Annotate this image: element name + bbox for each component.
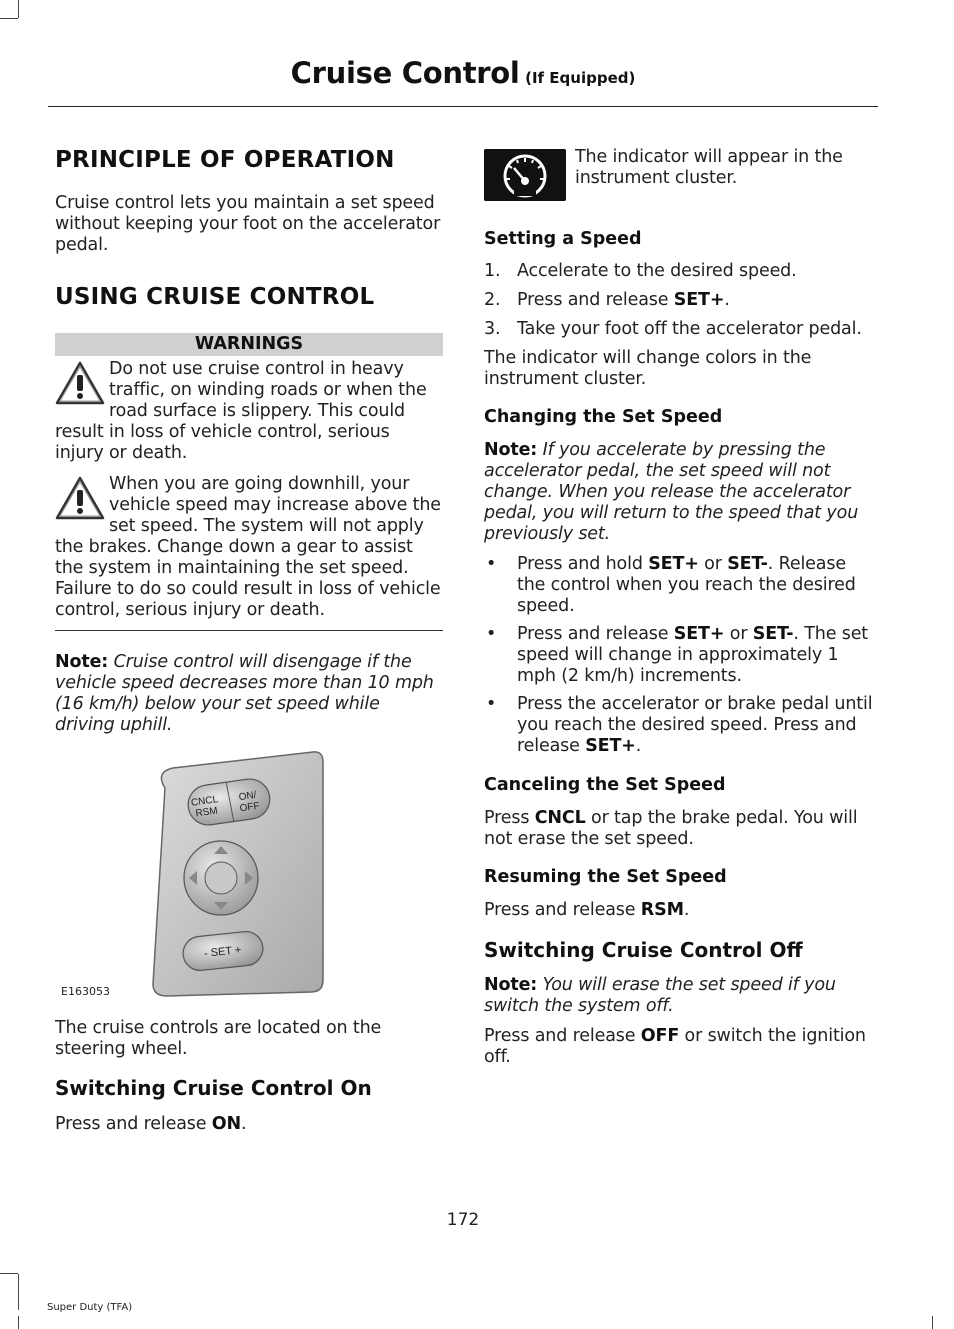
crop-mark <box>18 0 19 18</box>
warnings-end-rule <box>55 630 443 631</box>
switch-off-text <box>484 1026 876 1068</box>
text-run: . The set speed will change in approximately 1 mph (2 km/h) increments. <box>517 624 869 686</box>
text-run: . <box>683 900 690 920</box>
text-run: Press and hold <box>517 554 649 574</box>
color-change-text: The indicator will change colors in the instrument cluster. <box>484 348 812 389</box>
step-1 <box>484 261 876 282</box>
set-minus-keyword: SET- <box>752 624 794 644</box>
rsm-keyword: RSM <box>640 900 684 920</box>
warnings-bar: WARNINGS <box>55 333 443 356</box>
heading-switch-on: Switching Cruise Control On <box>55 1076 372 1100</box>
setting-steps <box>484 261 876 340</box>
note-uphill <box>55 652 443 736</box>
steering-wheel-controls-illustration <box>55 748 443 998</box>
right-column <box>484 140 876 1068</box>
step-text: . <box>724 290 730 310</box>
indicator-text: The indicator will appear in the instrument cluster. <box>575 147 843 188</box>
step-text: Take your foot off the accelerator pedal. <box>517 319 862 339</box>
note-label: Note: <box>55 652 109 672</box>
set-plus-keyword: SET+ <box>648 554 699 574</box>
header-qualifier: (If Equipped) <box>525 69 636 87</box>
text-run: . <box>635 736 642 756</box>
cancel-text <box>484 808 876 850</box>
set-plus-keyword: SET+ <box>673 290 725 310</box>
on-keyword: ON <box>211 1114 242 1134</box>
page-number: 172 <box>446 1210 480 1230</box>
warning-2-text: When you are going downhill, your vehicle speed may increase above the set speed. The system will not apply the brakes. Change down a gear to assist the system in maintaining the set speed. Failure to do so could result in loss of vehicle control, serious injury or death. <box>55 474 441 620</box>
changing-bullets <box>484 554 876 757</box>
note-text: Cruise control will disengage if the vehicle speed decreases more than 10 mph (16 km/h) below your set speed while driving uphill. <box>55 652 434 735</box>
crop-mark <box>18 1274 19 1310</box>
crop-mark <box>0 1273 18 1274</box>
warning-1 <box>55 359 443 464</box>
warning-1-text: Do not use cruise control in heavy traffic, on winding roads or when the road surface is slippery. This could result in loss of vehicle control, serious injury or death. <box>55 359 427 463</box>
off-keyword: OFF <box>640 1026 680 1046</box>
heading-setting: Setting a Speed <box>484 229 642 249</box>
step-number: 2. <box>484 290 501 310</box>
warning-triangle-icon <box>55 476 105 520</box>
page-header <box>0 56 926 90</box>
warning-triangle-icon <box>55 361 105 405</box>
bullet-dot: • <box>486 554 497 574</box>
footer-model: Super Duty (TFA) <box>47 1302 133 1313</box>
step-text: Accelerate to the desired speed. <box>517 261 797 281</box>
switch-on-text <box>55 1114 443 1135</box>
heading-switch-off: Switching Cruise Control Off <box>484 938 803 962</box>
header-title: Cruise Control <box>290 56 520 90</box>
cncl-keyword: CNCL <box>534 808 586 828</box>
heading-principle: PRINCIPLE OF OPERATION <box>55 147 395 173</box>
text-run: . Release the control when you reach the desired speed. <box>517 554 856 616</box>
warning-2 <box>55 474 443 621</box>
text-run: Press and release <box>517 624 674 644</box>
step-3 <box>484 319 876 340</box>
indicator-block <box>484 147 876 201</box>
step-number: 1. <box>484 261 501 281</box>
btn-on-label: ON/ <box>238 789 258 804</box>
left-column <box>55 140 443 1135</box>
text-run: or switch the ignition off. <box>484 1026 866 1067</box>
text-run: Press <box>484 808 535 828</box>
step-number: 3. <box>484 319 501 339</box>
crop-mark <box>0 18 18 19</box>
heading-using: USING CRUISE CONTROL <box>55 284 375 310</box>
bullet-dot: • <box>486 694 497 714</box>
text-run: Press and release <box>484 1026 641 1046</box>
set-plus-keyword: SET+ <box>585 736 636 756</box>
heading-resuming: Resuming the Set Speed <box>484 867 727 887</box>
bullet-1 <box>484 554 876 617</box>
crop-mark <box>932 1316 933 1329</box>
btn-cncl-label: CNCL <box>190 794 219 809</box>
note-erase <box>484 975 876 1017</box>
text-run: Press and release <box>484 900 641 920</box>
crop-mark <box>18 1316 19 1329</box>
text-run: Press and release <box>55 1114 212 1134</box>
step-text: Press and release <box>517 290 674 310</box>
note-accelerate <box>484 440 876 545</box>
set-plus-keyword: SET+ <box>673 624 725 644</box>
resume-text <box>484 900 876 921</box>
header-rule <box>48 106 878 107</box>
controls-location-text: The cruise controls are located on the steering wheel. <box>55 1018 382 1059</box>
bullet-dot: • <box>486 624 497 644</box>
set-minus-keyword: SET- <box>727 554 768 574</box>
note-text: You will erase the set speed if you switch the system off. <box>484 975 836 1016</box>
note-label: Note: <box>484 975 538 995</box>
cruise-controls-figure <box>55 748 443 998</box>
principle-text: Cruise control lets you maintain a set speed without keeping your foot on the accelerator pedal. <box>55 193 441 255</box>
text-run: Press the accelerator or brake pedal until you reach the desired speed. Press and release <box>517 694 873 756</box>
bullet-3 <box>484 694 876 757</box>
note-label: Note: <box>484 440 538 460</box>
heading-changing: Changing the Set Speed <box>484 407 723 427</box>
heading-canceling: Canceling the Set Speed <box>484 775 726 795</box>
step-2 <box>484 290 876 311</box>
text-run: or <box>698 554 728 574</box>
text-run: . <box>241 1114 247 1134</box>
bullet-2 <box>484 624 876 687</box>
text-run: or <box>724 624 753 644</box>
btn-rsm-label: RSM <box>194 805 219 820</box>
btn-set-label: - SET + <box>203 944 242 960</box>
cruise-indicator-icon <box>484 149 566 201</box>
text-run: or tap the brake pedal. You will not erase the set speed. <box>484 808 858 849</box>
note-text: If you accelerate by pressing the accelerator pedal, the set speed will not change. When you release the accelerator pedal, you will return to the speed that you previously set. <box>484 440 859 544</box>
btn-off-label: OFF <box>238 800 261 815</box>
figure-id: E163053 <box>61 985 110 998</box>
